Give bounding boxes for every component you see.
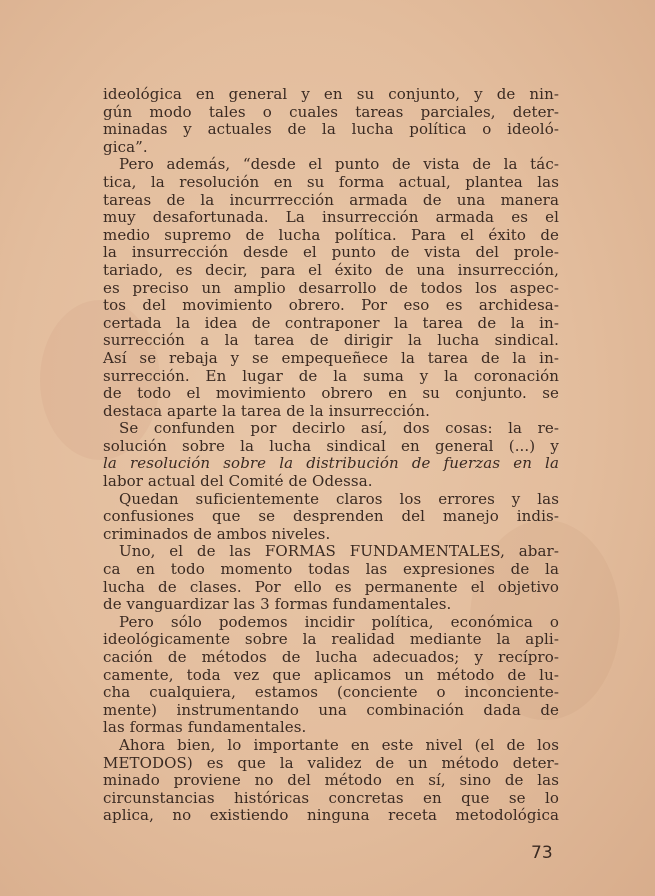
text-line: criminados de ambos niveles. <box>103 524 331 543</box>
text-line: solución sobre la lucha sindical en general (...) y <box>103 436 559 455</box>
text-line: surrección. En lugar de la suma y la coronación <box>103 366 559 385</box>
text-line: confusiones que se desprenden del manejo indis- <box>103 507 559 526</box>
text-line: ideológica en general y en su conjunto, y de nin- <box>103 85 559 103</box>
page-number: 73 <box>531 843 553 863</box>
text-line: es preciso un amplio desarrollo de todos los aspec- <box>103 278 559 297</box>
text-line: medio supremo de lucha política. Para el éxito de <box>103 225 559 244</box>
body-text <box>103 86 559 825</box>
text-line: la resolución sobre la distribución de fuerzas en la <box>103 454 559 473</box>
text-line: las formas fundamentales. <box>103 718 307 737</box>
text-line: gica”. <box>103 137 148 156</box>
text-line: mente) instrumentando una combinación dada de <box>103 700 559 719</box>
text-line: de vanguardizar las 3 formas fundamentales. <box>103 595 452 614</box>
text-line: circunstancias históricas concretas en que se lo <box>103 788 559 807</box>
text-line: gún modo tales o cuales tareas parciales, deter- <box>103 102 559 121</box>
text-line: tos del movimiento obrero. Por eso es archidesa- <box>103 296 559 315</box>
text-line: camente, toda vez que aplicamos un método de lu- <box>103 665 559 684</box>
text-line: minado proviene no del método en sí, sino de las <box>103 771 559 790</box>
text-line: certada la idea de contraponer la tarea de la in- <box>103 313 559 332</box>
text-line: Ahora bien, lo importante en este nivel (el de los <box>119 735 559 754</box>
text-line: la insurrección desde el punto de vista del prole- <box>103 243 559 262</box>
text-line: minadas y actuales de la lucha política o ideoló- <box>103 120 559 139</box>
text-line: destaca aparte la tarea de la insurrección. <box>103 401 430 420</box>
text-line: surrección a la tarea de dirigir la lucha sindical. <box>103 331 559 350</box>
text-line: labor actual del Comité de Odessa. <box>103 472 373 491</box>
text-line: ca en todo momento todas las expresiones de la <box>103 560 559 579</box>
text-line: Así se rebaja y se empequeñece la tarea de la in- <box>103 348 559 367</box>
text-line: Quedan suficientemente claros los errores y las <box>119 489 559 508</box>
text-line: Uno, el de las FORMAS FUNDAMENTALES, abar- <box>119 542 559 561</box>
text-line: Se confunden por decirlo así, dos cosas: la re- <box>119 419 559 438</box>
text-line: lucha de clases. Por ello es permanente el objetivo <box>103 577 559 596</box>
text-line: cación de métodos de lucha adecuados; y recípro- <box>103 648 559 666</box>
text-line: Pero además, “desde el punto de vista de la tác- <box>119 155 559 174</box>
text-line: tariado, es decir, para el éxito de una insurrección, <box>103 260 559 279</box>
text-line: Pero sólo podemos incidir política, económica o <box>119 612 559 631</box>
text-line: aplica, no existiendo ninguna receta metodológica <box>103 806 559 825</box>
text-line: muy desafortunada. La insurrección armada es el <box>103 208 559 227</box>
text-line: tica, la resolución en su forma actual, plantea las <box>103 172 559 191</box>
text-line: cha cualquiera, estamos (conciente o inconciente- <box>103 683 559 702</box>
text-line: METODOS) es que la validez de un método deter- <box>103 753 559 772</box>
text-line: tareas de la incurrrección armada de una manera <box>103 190 559 209</box>
text-line: de todo el movimiento obrero en su conjunto. se <box>103 384 559 403</box>
text-line: ideológicamente sobre la realidad mediante la apli- <box>103 630 559 649</box>
